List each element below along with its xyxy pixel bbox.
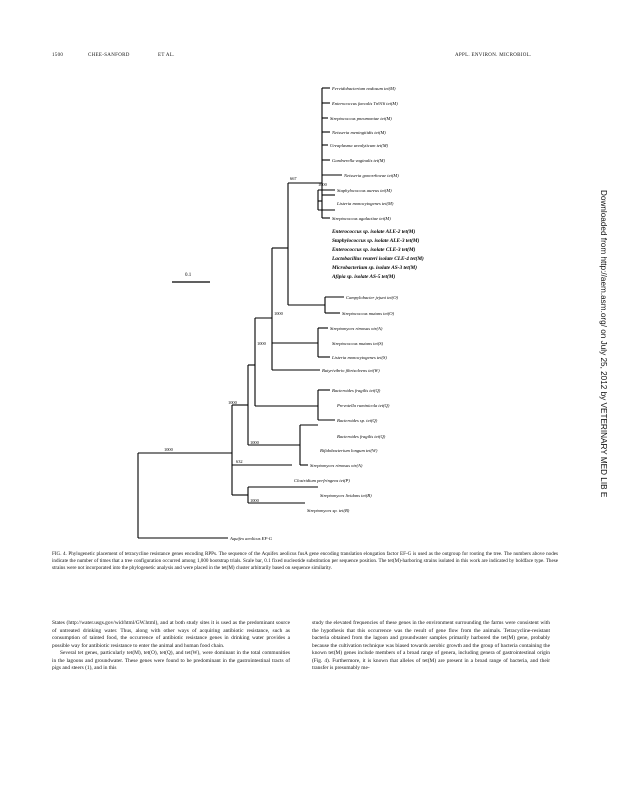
taxon-label: Staphylococcus aureus tet(M) <box>337 188 392 193</box>
scale-bar-label: 0.1 <box>185 273 192 278</box>
taxon-label: Bacteroides fragilis tet(Q) <box>337 434 386 439</box>
running-etal: ET AL. <box>158 53 175 58</box>
bootstrap-value: 1000 <box>250 440 259 445</box>
bootstrap-value: 1000 <box>274 311 283 316</box>
taxon-label: Streptomyces rimosus otr(A) <box>310 463 363 468</box>
taxon-label: Enterococcus faecalis Tn916 tet(M) <box>332 101 398 106</box>
taxon-label-isolate: Afipia sp. isolate AS-5 tet(M) <box>332 274 396 280</box>
taxon-label: Ureaplasma urealyticum tet(M) <box>330 143 389 148</box>
taxon-label: Streptomyces lividans tet(B) <box>320 493 372 498</box>
taxon-label-isolate: Enterococcus sp. isolate ALE-2 tet(M) <box>332 229 416 235</box>
taxon-label: Gardnerella vaginalis tet(M) <box>332 158 385 163</box>
taxon-label: Clostridium perfringens tet(P) <box>294 478 350 483</box>
taxon-label-isolate: Staphylococcus sp. isolate ALE-3 tet(M) <box>332 238 420 244</box>
taxon-label: Streptomyces rimosus otr(A) <box>330 326 383 331</box>
taxon-label-isolate: Microbacterium sp. isolate AS-3 tet(M) <box>332 265 417 271</box>
download-watermark-text: Downloaded from http://aem.asm.org/ on July 25, 2012 by VETERINARY MED LIB E <box>599 190 608 498</box>
running-journal: APPL. ENVIRON. MICROBIOL. <box>455 53 532 58</box>
taxon-label: Neisseria meningitidis tet(M) <box>332 130 386 135</box>
taxon-label: Streptococcus mutans tet(S) <box>332 341 384 346</box>
taxon-label: Prevotella ruminicola tet(Q) <box>337 403 390 408</box>
bootstrap-value: 1000 <box>318 182 327 187</box>
taxon-label: Bifidobacterium longum tet(W) <box>320 448 378 453</box>
body-column-left <box>52 620 290 673</box>
taxon-label-outgroup: Aquifex aeolicus EF-G <box>230 536 273 541</box>
taxon-label: Butyrivibrio fibrisolvens tet(W) <box>322 368 380 373</box>
bootstrap-value: 1000 <box>164 447 173 452</box>
taxon-label: Bacteroides fragilis tet(Q) <box>332 388 381 393</box>
taxon-label: Campylobacter jejuni tet(O) <box>346 295 399 300</box>
body-column-right <box>312 620 550 673</box>
taxon-label: Listeria monocytogenes tet(S) <box>332 355 387 360</box>
body-paragraph: study the elevated frequencies of these genes in the environment surrounding the farms were consistent with the hypothesis that this occurrence was the result of gene flow from the animals. Tetracycline-resistant bacteria obtained from the lagoon and groundwater samples primarily harbored the tet(M) gene, probably because the cultivation technique was biased towards aerobic growth and the group of bacteria containing the known tet(M) genes include members of a broad range of genera, including genera of gastrointestinal origin (Fig. 4). Furthermore, it is known that alleles of tet(M) are present in a broad range of bacteria, and their transfer is presumably me- <box>312 620 550 672</box>
body-paragraph: States (http://water.usgs.gov/wid/html/GW.html), and at both study sites it is used as the predominant source of untreated drinking water. Thus, along with other ways of acquiring antibiotic resistance, such as consumption of tainted food, the occurrence of antibiotic resistance genes in drinking water provides a possible way for antibiotic resistance to enter the animal and human food chain. <box>52 620 290 649</box>
bootstrap-value: 667 <box>290 176 297 181</box>
taxon-label-isolate: Enterococcus sp. isolate CLE-3 tet(M) <box>332 247 416 253</box>
taxon-label: Bacteroides sp. tet(Q) <box>337 418 378 423</box>
body-paragraph: Several tet genes, particularly tet(M), tet(O), tet(Q), and tet(W), were dominant in the total communities in the lagoons and groundwater. These genes were found to be predominant in the gastrointestinal tracts of pigs and steers (1), and in this <box>52 650 290 672</box>
page-number: 1500 <box>52 53 64 58</box>
taxon-label: Neisseria gonorrhoeae tet(M) <box>344 173 399 178</box>
taxon-label: Fervidobacterium nodosum tet(M) <box>332 86 396 91</box>
running-authors: CHEE-SANFORD <box>88 53 130 58</box>
download-watermark <box>596 190 610 630</box>
tree-branches <box>138 88 344 538</box>
taxon-label: Streptomyces sp. tet(B) <box>307 508 350 513</box>
bootstrap-value: 632 <box>236 459 243 464</box>
bootstrap-value: 1000 <box>250 498 259 503</box>
taxon-label: Listeria monocytogenes tet(M) <box>337 201 394 206</box>
taxon-label: Streptococcus mutans tet(O) <box>342 311 395 316</box>
figure-caption: FIG. 4. Phylogenetic placement of tetracycline resistance genes encoding RPPs. The sequence of the Aquifex aeolicus fusA gene encoding translation elongation factor EF-G is used as the outgroup for rooting the tree. The numbers above nodes indicate the number of times that a tree configuration occurred among 1,000 bootstrap trials. Scale bar, 0.1 fixed nucleotide substitution per sequence position. The tet(M)-harboring strains isolated in this work are indicated by boldface type. These strains were not incorporated into the phylogenetic analysis and were placed in the tet(M) cluster arbitrarily based on sequence similarity. <box>52 551 558 572</box>
bootstrap-value: 1000 <box>228 400 237 405</box>
bootstrap-value: 1000 <box>257 341 266 346</box>
taxon-label: Streptococcus agalactiae tet(M) <box>332 216 391 221</box>
taxon-label-isolate: Lactobacillus reuteri isolate CLE-4 tet(M) <box>332 256 424 262</box>
taxon-label: Streptococcus pneumoniae tet(M) <box>330 116 392 121</box>
